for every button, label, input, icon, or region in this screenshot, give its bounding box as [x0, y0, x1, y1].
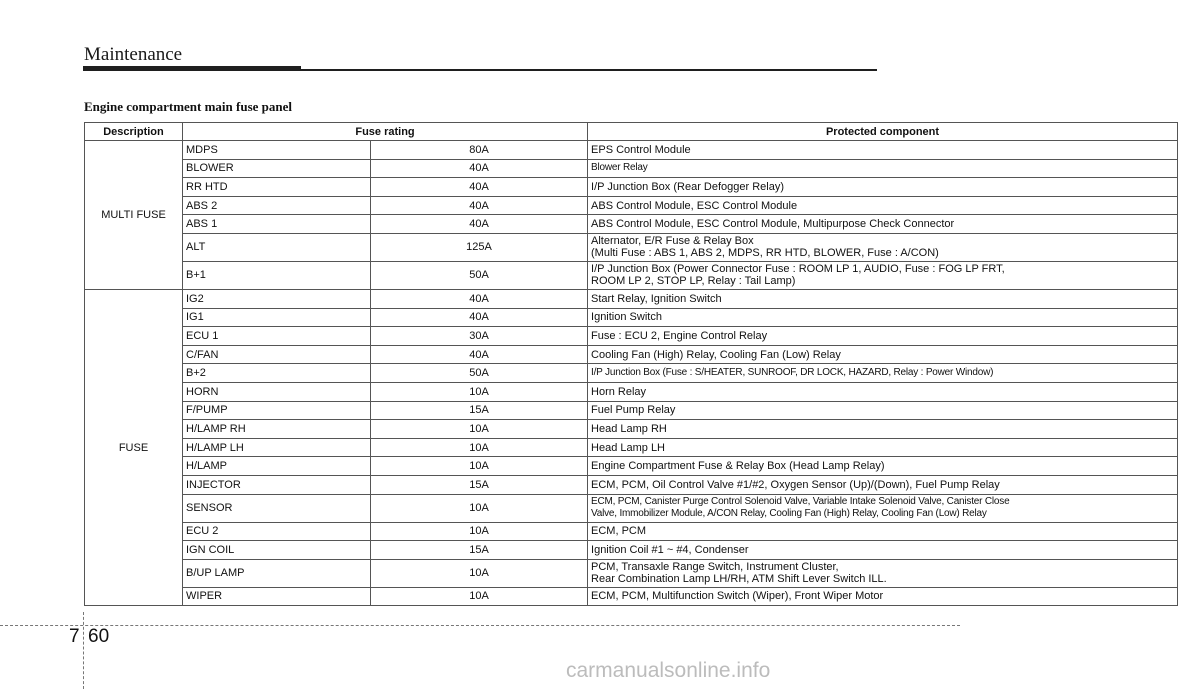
component-line: Horn Relay — [591, 385, 647, 398]
protected-component — [588, 364, 1178, 383]
protected-component — [588, 327, 1178, 346]
component-line: Cooling Fan (High) Relay, Cooling Fan (Low) Relay — [591, 348, 841, 361]
fuse-rating: 10A — [371, 438, 588, 457]
component-line: ABS Control Module, ESC Control Module, Multipurpose Check Connector — [591, 218, 955, 231]
fuse-rating: 40A — [371, 345, 588, 364]
component-line: ROOM LP 2, STOP LP, Relay : Tail Lamp) — [591, 275, 796, 288]
protected-component — [588, 159, 1178, 178]
fuse-name: F/PUMP — [183, 401, 371, 420]
component-line: Blower Relay — [591, 162, 648, 174]
fuse-rating: 15A — [371, 541, 588, 560]
fuse-rating: 10A — [371, 457, 588, 476]
table-row — [85, 215, 1178, 234]
component-line: ECM, PCM, Oil Control Valve #1/#2, Oxygen Sensor (Up)/(Down), Fuel Pump Relay — [591, 478, 1000, 491]
table-row — [85, 159, 1178, 178]
fuse-name: B+2 — [183, 364, 371, 383]
component-line: Ignition Switch — [591, 311, 662, 324]
component-line: I/P Junction Box (Fuse : S/HEATER, SUNROOF, DR LOCK, HAZARD, Relay : Power Window) — [591, 367, 994, 379]
fuse-name: IGN COIL — [183, 541, 371, 560]
table-row — [85, 494, 1178, 522]
fuse-rating: 50A — [371, 261, 588, 289]
protected-component — [588, 401, 1178, 420]
footer-divider — [0, 625, 960, 626]
fuse-rating: 15A — [371, 401, 588, 420]
table-row — [85, 382, 1178, 401]
fuse-rating: 10A — [371, 522, 588, 541]
protected-component — [588, 475, 1178, 494]
table-row — [85, 178, 1178, 197]
table-row — [85, 261, 1178, 289]
protected-component — [588, 233, 1178, 261]
group-description: FUSE — [85, 289, 183, 605]
table-row — [85, 289, 1178, 308]
component-line: Fuel Pump Relay — [591, 404, 676, 417]
component-line: Engine Compartment Fuse & Relay Box (Head Lamp Relay) — [591, 460, 885, 473]
protected-component — [588, 345, 1178, 364]
protected-component — [588, 494, 1178, 522]
fuse-rating: 10A — [371, 559, 588, 587]
protected-component — [588, 559, 1178, 587]
component-line: EPS Control Module — [591, 143, 691, 156]
component-line: Rear Combination Lamp LH/RH, ATM Shift Lever Switch ILL. — [591, 573, 887, 586]
protected-component — [588, 196, 1178, 215]
component-line: Head Lamp RH — [591, 422, 667, 435]
table-row — [85, 364, 1178, 383]
fuse-rating: 10A — [371, 494, 588, 522]
footer-vertical-divider — [83, 612, 84, 689]
protected-component — [588, 457, 1178, 476]
header-protected-component: Protected component — [588, 123, 1178, 141]
table-row — [85, 438, 1178, 457]
fuse-name: SENSOR — [183, 494, 371, 522]
table-row — [85, 327, 1178, 346]
protected-component — [588, 420, 1178, 439]
fuse-name: H/LAMP RH — [183, 420, 371, 439]
fuse-name: IG2 — [183, 289, 371, 308]
fuse-rating: 40A — [371, 289, 588, 308]
component-line: ECM, PCM, Canister Purge Control Solenoid Valve, Variable Intake Solenoid Valve, Canister Close — [591, 496, 1010, 507]
table-row — [85, 345, 1178, 364]
component-line: Start Relay, Ignition Switch — [591, 292, 722, 305]
fuse-rating: 80A — [371, 141, 588, 160]
group-description: MULTI FUSE — [85, 141, 183, 290]
table-row — [85, 196, 1178, 215]
protected-component — [588, 289, 1178, 308]
component-line: I/P Junction Box (Power Connector Fuse : ROOM LP 1, AUDIO, Fuse : FOG LP FRT, — [591, 263, 1005, 276]
table-row — [85, 401, 1178, 420]
fuse-rating: 50A — [371, 364, 588, 383]
fuse-table-header — [85, 123, 1178, 141]
header-fuse-rating: Fuse rating — [183, 123, 588, 141]
protected-component — [588, 541, 1178, 560]
table-row — [85, 475, 1178, 494]
component-line: (Multi Fuse : ABS 1, ABS 2, MDPS, RR HTD, BLOWER, Fuse : A/CON) — [591, 247, 939, 260]
fuse-name: B/UP LAMP — [183, 559, 371, 587]
table-row — [85, 141, 1178, 160]
component-line: ECM, PCM — [591, 525, 647, 538]
fuse-rating: 15A — [371, 475, 588, 494]
component-line: Valve, Immobilizer Module, A/CON Relay, Cooling Fan (High) Relay, Cooling Fan (Low) Relay — [591, 508, 987, 519]
fuse-rating: 10A — [371, 587, 588, 606]
table-row — [85, 522, 1178, 541]
protected-component — [588, 215, 1178, 234]
fuse-name: ABS 1 — [183, 215, 371, 234]
fuse-rating: 40A — [371, 196, 588, 215]
fuse-name: ALT — [183, 233, 371, 261]
component-line: Ignition Coil #1 ~ #4, Condenser — [591, 543, 749, 556]
fuse-table — [84, 122, 1178, 606]
fuse-name: HORN — [183, 382, 371, 401]
fuse-name: ABS 2 — [183, 196, 371, 215]
table-row — [85, 457, 1178, 476]
table-row — [85, 308, 1178, 327]
header-description: Description — [85, 123, 183, 141]
fuse-rating: 30A — [371, 327, 588, 346]
section-title: Engine compartment main fuse panel — [84, 99, 292, 114]
fuse-name: H/LAMP LH — [183, 438, 371, 457]
watermark-text: carmanualsonline.info — [566, 659, 771, 682]
table-row — [85, 559, 1178, 587]
protected-component — [588, 178, 1178, 197]
header-rule-thin — [301, 69, 877, 71]
chapter-number: 7 — [69, 626, 80, 647]
fuse-name: C/FAN — [183, 345, 371, 364]
fuse-name: INJECTOR — [183, 475, 371, 494]
fuse-name: ECU 2 — [183, 522, 371, 541]
protected-component — [588, 382, 1178, 401]
fuse-rating: 125A — [371, 233, 588, 261]
page-header-title: Maintenance — [84, 44, 183, 65]
table-row — [85, 587, 1178, 606]
fuse-rating: 40A — [371, 308, 588, 327]
fuse-name: WIPER — [183, 587, 371, 606]
header-rule-thick — [83, 66, 301, 71]
fuse-table-body — [85, 141, 1178, 606]
fuse-name: B+1 — [183, 261, 371, 289]
fuse-name: MDPS — [183, 141, 371, 160]
component-line: I/P Junction Box (Rear Defogger Relay) — [591, 180, 785, 193]
fuse-name: H/LAMP — [183, 457, 371, 476]
component-line: Alternator, E/R Fuse & Relay Box — [591, 235, 754, 248]
fuse-rating: 40A — [371, 215, 588, 234]
fuse-rating: 40A — [371, 159, 588, 178]
table-row — [85, 420, 1178, 439]
component-line: PCM, Transaxle Range Switch, Instrument Cluster, — [591, 561, 839, 574]
component-line: ECM, PCM, Multifunction Switch (Wiper), Front Wiper Motor — [591, 590, 884, 603]
table-row — [85, 233, 1178, 261]
fuse-name: RR HTD — [183, 178, 371, 197]
fuse-name: BLOWER — [183, 159, 371, 178]
protected-component — [588, 522, 1178, 541]
protected-component — [588, 261, 1178, 289]
fuse-name: ECU 1 — [183, 327, 371, 346]
fuse-rating: 10A — [371, 382, 588, 401]
protected-component — [588, 141, 1178, 160]
fuse-name: IG1 — [183, 308, 371, 327]
component-line: ABS Control Module, ESC Control Module — [591, 199, 798, 212]
table-row — [85, 541, 1178, 560]
fuse-rating: 40A — [371, 178, 588, 197]
component-line: Head Lamp LH — [591, 441, 666, 454]
protected-component — [588, 587, 1178, 606]
component-line: Fuse : ECU 2, Engine Control Relay — [591, 329, 768, 342]
fuse-rating: 10A — [371, 420, 588, 439]
protected-component — [588, 438, 1178, 457]
protected-component — [588, 308, 1178, 327]
page-number: 60 — [88, 626, 110, 647]
